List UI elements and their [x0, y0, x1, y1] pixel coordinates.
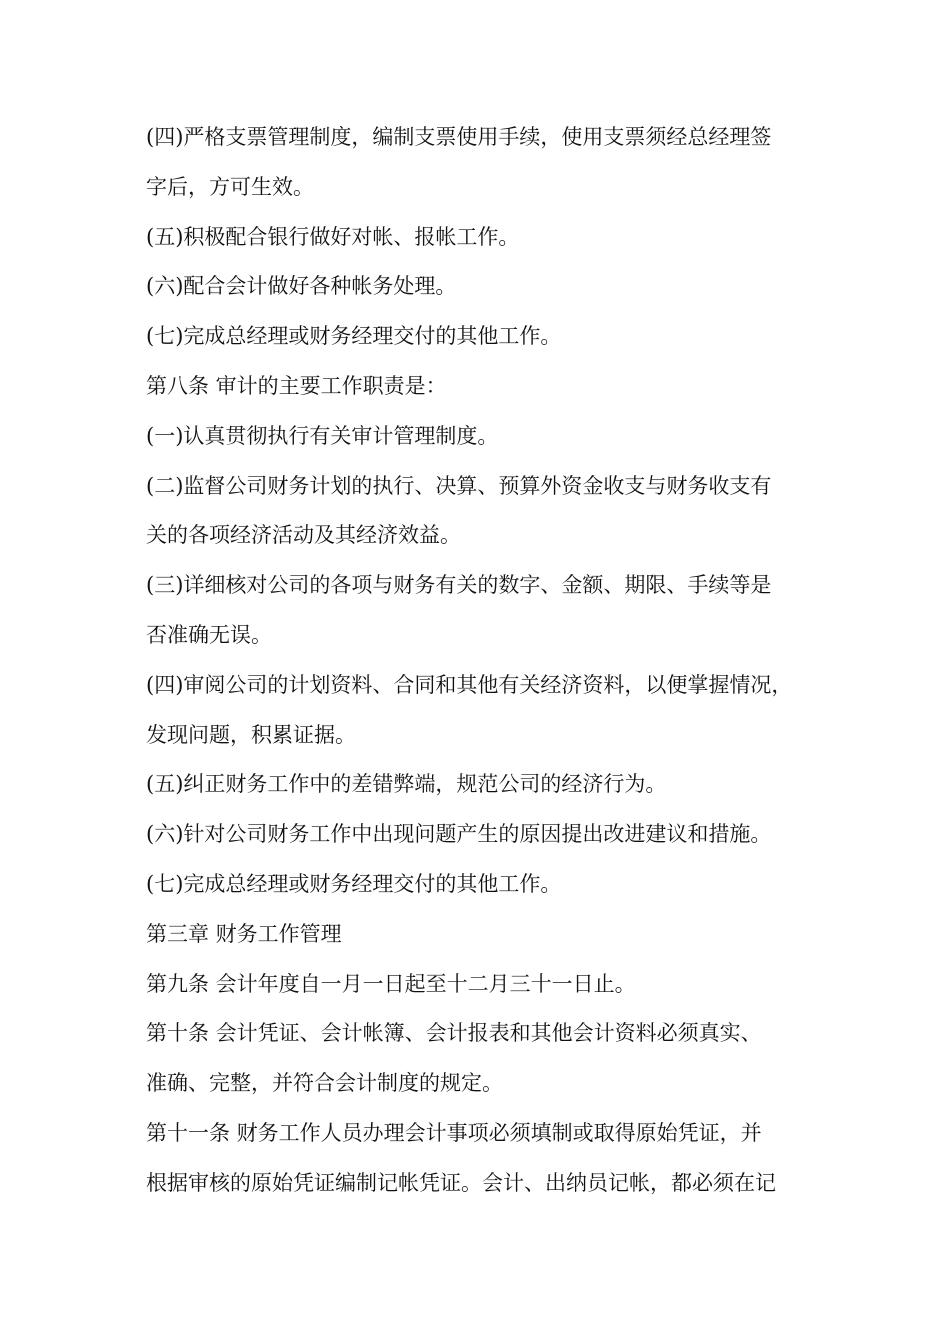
text-line: (五)积极配合银行做好对帐、报帐工作。 [146, 224, 520, 249]
text-line: (二)监督公司财务计划的执行、决算、预算外资金收支与财务收支有 [146, 473, 772, 498]
document-body [146, 113, 811, 1209]
text-line: 准确、完整，并符合会计制度的规定。 [146, 1071, 503, 1096]
text-line: (六)针对公司财务工作中出现问题产生的原因提出改进建议和措施。 [146, 822, 772, 847]
text-line: (五)纠正财务工作中的差错弊端，规范公司的经济行为。 [146, 772, 667, 797]
article-heading: 第八条 审计的主要工作职责是： [146, 373, 447, 398]
text-line: 字后，方可生效。 [146, 174, 314, 199]
text-line: (四)严格支票管理制度，编制支票使用手续，使用支票须经总经理签 [146, 125, 772, 149]
text-line: (一)认真贯彻执行有关审计管理制度。 [146, 423, 499, 448]
chapter-heading: 第三章 财务工作管理 [146, 921, 342, 946]
text-line: (七)完成总经理或财务经理交付的其他工作。 [146, 871, 562, 896]
text-line: 关的各项经济活动及其经济效益。 [146, 523, 461, 548]
text-line: 根据审核的原始凭证编制记帐凭证。会计、出纳员记帐，都必须在记 [146, 1170, 776, 1195]
text-line: (七)完成总经理或财务经理交付的其他工作。 [146, 324, 562, 349]
article-heading: 第十一条 财务工作人员办理会计事项必须填制或取得原始凭证，并 [146, 1120, 762, 1145]
text-line: 发现问题，积累证据。 [146, 722, 356, 747]
text-line: (三)详细核对公司的各项与财务有关的数字、金额、期限、手续等是 [146, 573, 772, 598]
article-heading: 第十条 会计凭证、会计帐簿、会计报表和其他会计资料必须真实、 [146, 1021, 762, 1046]
text-line: (六)配合会计做好各种帐务处理。 [146, 274, 457, 299]
text-line: (四)审阅公司的计划资料、合同和其他有关经济资料，以便掌握情况， [146, 672, 793, 697]
article-heading: 第九条 会计年度自一月一日起至十二月三十一日止。 [146, 971, 636, 996]
text-line: 否准确无误。 [146, 622, 272, 647]
